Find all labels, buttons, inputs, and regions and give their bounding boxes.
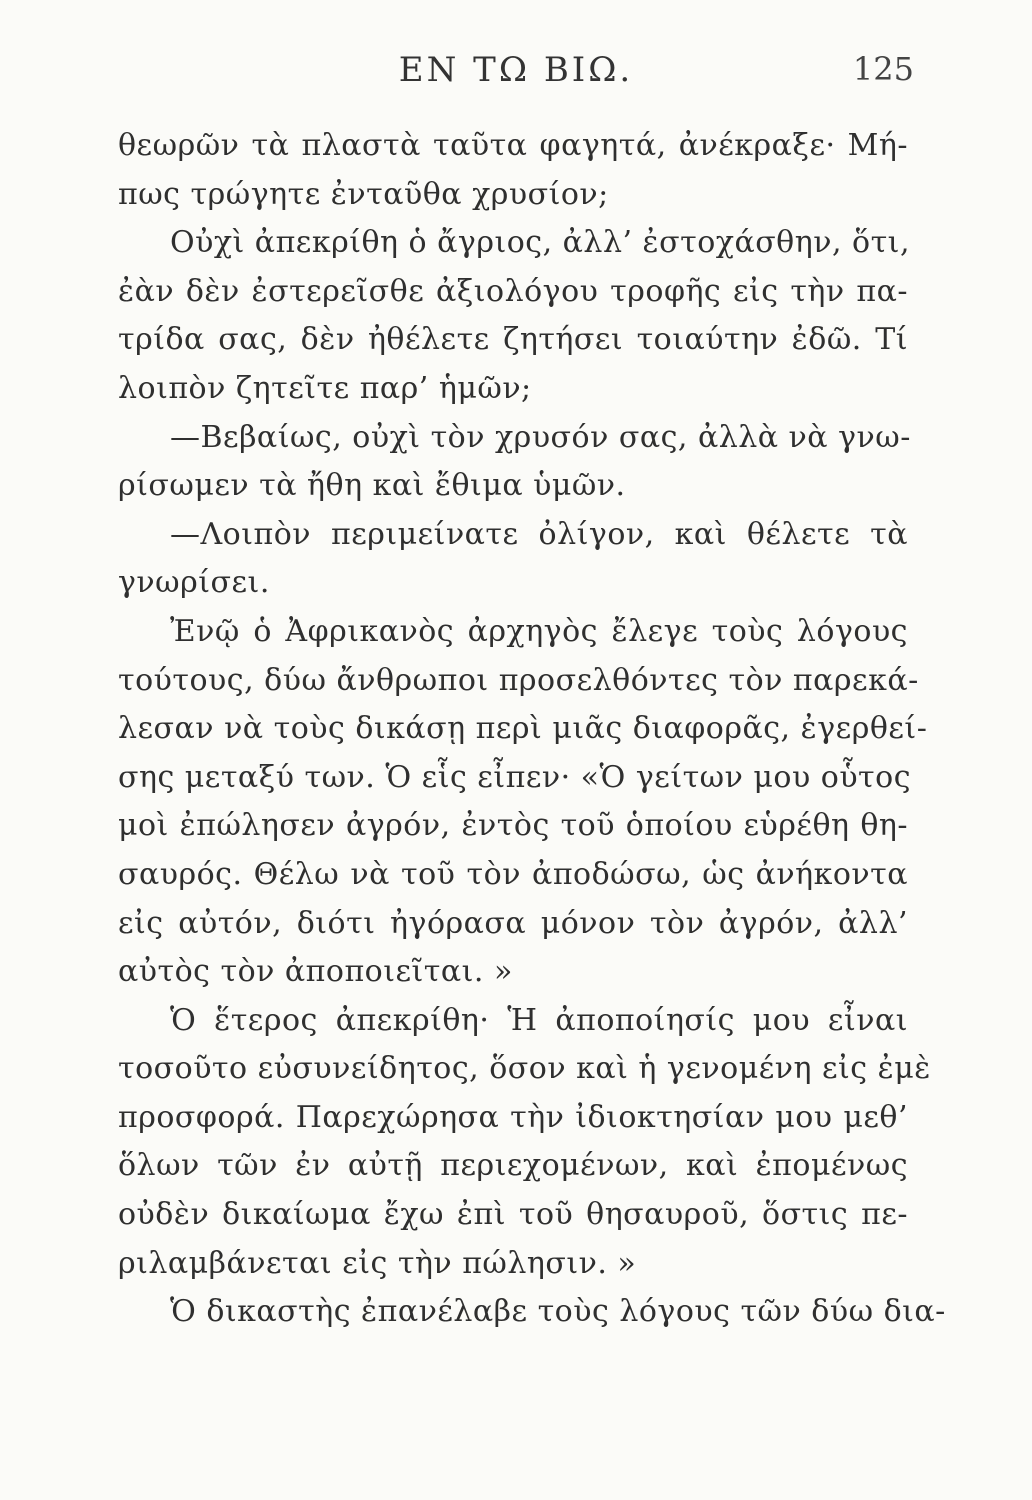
- text-line: πως τρώγητε ἐνταῦθα χρυσίον;: [118, 176, 609, 212]
- running-title: ΕΝ ΤΩ ΒΙΩ.: [398, 50, 634, 90]
- text-line: —Βεβαίως, οὐχὶ τὸν χρυσόν σας, ἀλλὰ νὰ γνω-: [170, 419, 911, 455]
- text-line: λεσαν νὰ τοὺς δικάσῃ περὶ μιᾶς διαφορᾶς, ἐγερθεί-: [118, 711, 928, 747]
- text-line: οὐδὲν δικαίωμα ἔχω ἐπὶ τοῦ θησαυροῦ, ὅστις πε-: [118, 1197, 908, 1233]
- text-line: λοιπὸν ζητεῖτε παρ’ ἡμῶν;: [118, 370, 532, 406]
- text-line: Ἐνῷ ὁ Ἀφρικανὸς ἀρχηγὸς ἔλεγε τοὺς λόγους: [170, 613, 908, 649]
- text-line: εἰς αὐτόν, διότι ἠγόρασα μόνον τὸν ἀγρόν, ἀλλ’: [118, 905, 908, 941]
- text-line: αὐτὸς τὸν ἀποποιεῖται. »: [118, 954, 513, 990]
- text-line: σης μεταξύ των. Ὁ εἷς εἶπεν· «Ὁ γείτων μου οὗτος: [118, 759, 912, 795]
- text-line: σαυρός. Θέλω νὰ τοῦ τὸν ἀποδώσω, ὡς ἀνήκοντα: [118, 856, 908, 892]
- text-line: τρίδα σας, δὲν ἠθέλετε ζητήσει τοιαύτην ἐδῶ. Τί: [118, 322, 908, 358]
- text-line: ὅλων τῶν ἐν αὐτῇ περιεχομένων, καὶ ἐπομένως: [118, 1148, 908, 1184]
- text-line: τούτους, δύω ἄνθρωποι προσελθόντες τὸν παρεκά-: [118, 662, 919, 698]
- text-line: μοὶ ἐπώλησεν ἀγρόν, ἐντὸς τοῦ ὁποίου εὑρέθη θη-: [118, 808, 908, 844]
- text-line: προσφορά. Παρεχώρησα τὴν ἰδιοκτησίαν μου μεθ’: [118, 1099, 908, 1135]
- text-line: τοσοῦτο εὐσυνείδητος, ὅσον καὶ ἡ γενομένη εἰς ἐμὲ: [118, 1051, 931, 1087]
- text-line: θεωρῶν τὰ πλαστὰ ταῦτα φαγητά, ἀνέκραξε· Μή-: [118, 128, 908, 163]
- text-line: ριλαμβάνεται εἰς τὴν πώλησιν. »: [118, 1245, 637, 1281]
- text-line: γνωρίσει.: [118, 565, 270, 601]
- body-text: [118, 122, 946, 1337]
- text-line: ρίσωμεν τὰ ἤθη καὶ ἔθιμα ὑμῶν.: [118, 468, 626, 504]
- text-line: Ὁ ἕτερος ἀπεκρίθη· Ἡ ἀποποίησίς μου εἶναι: [170, 1002, 908, 1038]
- text-line: —Λοιπὸν περιμείνατε ὀλίγον, καὶ θέλετε τὰ: [170, 516, 908, 552]
- text-line: Οὐχὶ ἀπεκρίθη ὁ ἄγριος, ἀλλ’ ἐστοχάσθην, ὅτι,: [170, 225, 910, 261]
- text-line: Ὁ δικαστὴς ἐπανέλαβε τοὺς λόγους τῶν δύω δια-: [170, 1294, 946, 1330]
- text-line: ἐὰν δὲν ἐστερεῖσθε ἀξιολόγου τροφῆς εἰς τὴν πα-: [118, 273, 908, 309]
- page-number: 125: [852, 50, 914, 88]
- page-header: [0, 44, 1032, 94]
